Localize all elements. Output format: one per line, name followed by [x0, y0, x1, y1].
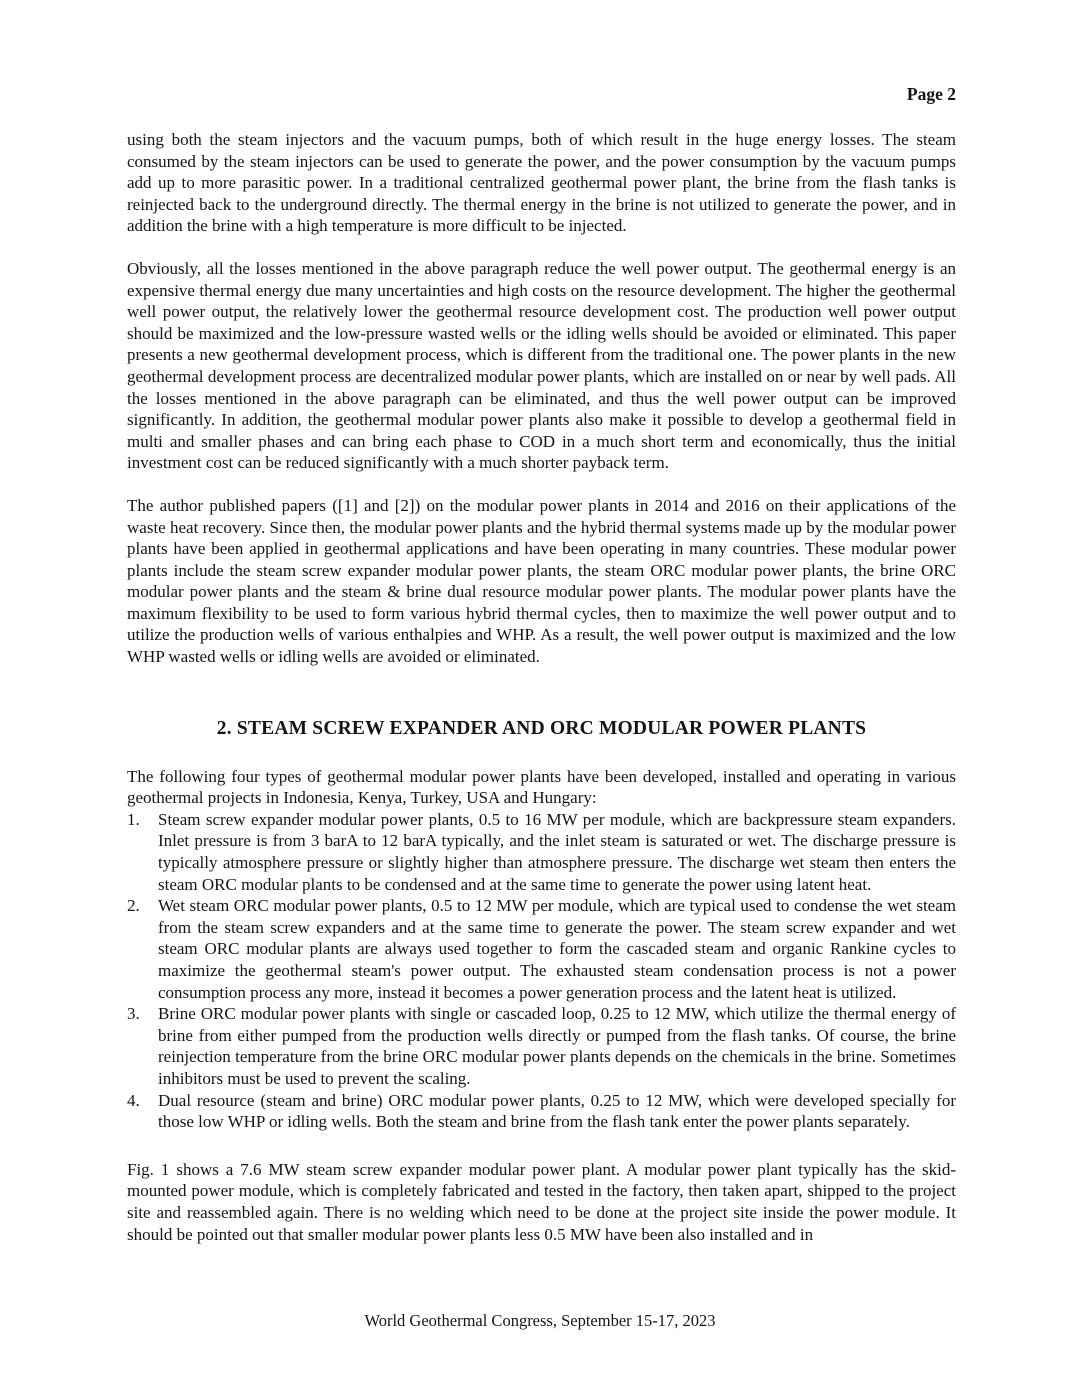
list-item-steam-screw-expander — [127, 809, 956, 895]
list-item-text: Brine ORC modular power plants with single or cascaded loop, 0.25 to 12 MW, which utilize the thermal energy of brine from either pumped from the production wells directly or pumped from the flash tanks. Of course, the brine reinjection temperature from the brine ORC modular power plants depends on the chemicals in the brine. Sometimes inhibitors must be used to prevent the scaling. — [158, 1004, 956, 1088]
paragraph-losses-development: Obviously, all the losses mentioned in the above paragraph reduce the well power output. The geothermal energy is an expensive thermal energy due many uncertainties and high costs on the resource development. The higher the geothermal well power output, the relatively lower the geothermal resource development cost. The production well power output should be maximized and the low-pressure wasted wells or the idling wells should be avoided or eliminated. This paper presents a new geothermal development process, which is different from the traditional one. The power plants in the new geothermal development process are decentralized modular power plants, which are installed on or near by well pads. All the losses mentioned in the above paragraph can be eliminated, and thus the well power output can be improved significantly. In addition, the geothermal modular power plants also make it possible to develop a geothermal field in multi and smaller phases and can bring each phase to COD in a much short term and economically, thus the initial investment cost can be reduced significantly with a much shorter payback term. — [127, 258, 956, 473]
paragraph-steam-injectors: using both the steam injectors and the vacuum pumps, both of which result in the huge energy losses. The steam consumed by the steam injectors can be used to generate the power, and the power consumption by the vacuum pumps add up to more parasitic power. In a traditional centralized geothermal power plant, the brine from the flash tanks is reinjected back to the underground directly. The thermal energy in the brine is not utilized to generate the power, and in addition the brine with a high temperature is more difficult to be injected. — [127, 130, 956, 236]
list-item-wet-steam-orc — [127, 895, 956, 1003]
page-content — [127, 84, 956, 1245]
list-item-text: Steam screw expander modular power plants, 0.5 to 16 MW per module, which are backpressure steam expanders. Inlet pressure is from 3 barA to 12 barA typically, and the inlet steam is saturated or wet. The discharge pressure is typically atmosphere pressure or slightly higher than atmosphere pressure. The discharge wet steam then enters the steam ORC modular plants to be condensed and at the same time to generate the power using latent heat. — [158, 809, 956, 894]
paragraph-author-papers: The author published papers ([1] and [2]) on the modular power plants in 2014 and 2016 on their applications of the waste heat recovery. Since then, the modular power plants and the hybrid thermal systems made up by the modular power plants have been applied in geothermal applications and have been operating in many countries. These modular power plants include the steam screw expander modular power plants, the steam ORC modular power plants, the brine ORC modular power plants and the steam & brine dual resource modular power plants. The modular power plants have the maximum flexibility to be used to form various hybrid thermal cycles, then to maximize the well power output and to utilize the production wells of various enthalpies and WHP. As a result, the well power output is maximized and the low WHP wasted wells or idling wells are avoided or eliminated. — [127, 495, 956, 667]
list-item-text: Wet steam ORC modular power plants, 0.5 to 12 MW per module, which are typical used to condense the wet steam from the steam screw expanders and at the same time to generate the power. The steam screw expander and wet steam ORC modular plants are always used together to form the cascaded steam and organic Rankine cycles to maximize the geothermal steam's power output. The exhausted steam condensation process is not a power consumption process any more, instead it becomes a power generation process and the latent heat is utilized. — [158, 896, 956, 1002]
page-number: Page 2 — [906, 84, 956, 104]
list-item-brine-orc — [127, 1003, 956, 1089]
list-item-number: 2. — [127, 896, 140, 916]
paragraph-fig1-modular-plant: Fig. 1 shows a 7.6 MW steam screw expander modular power plant. A modular power plant typically has the skid-mounted power module, which is completely fabricated and tested in the factory, then taken apart, shipped to the project site and reassembled again. There is no welding which need to be done at the project site inside the power module. It should be pointed out that smaller modular power plants less 0.5 MW have been also installed and in — [127, 1159, 956, 1244]
section-intro: The following four types of geothermal modular power plants have been developed, installed and operating in various geothermal projects in Indonesia, Kenya, Turkey, USA and Hungary: — [127, 766, 956, 808]
page-footer: World Geothermal Congress, September 15-17, 2023 — [364, 1311, 716, 1330]
plant-type-list — [127, 809, 956, 1133]
list-item-dual-resource-orc — [127, 1090, 956, 1133]
list-item-number: 4. — [127, 1090, 140, 1110]
section-heading: 2. STEAM SCREW EXPANDER AND ORC MODULAR POWER PLANTS — [216, 717, 867, 739]
list-item-number: 1. — [127, 809, 140, 829]
list-item-text: Dual resource (steam and brine) ORC modular power plants, 0.25 to 12 MW, which were developed specially for those low WHP or idling wells. Both the steam and brine from the flash tank enter the power plants separately. — [158, 1090, 956, 1132]
list-item-number: 3. — [127, 1004, 140, 1024]
